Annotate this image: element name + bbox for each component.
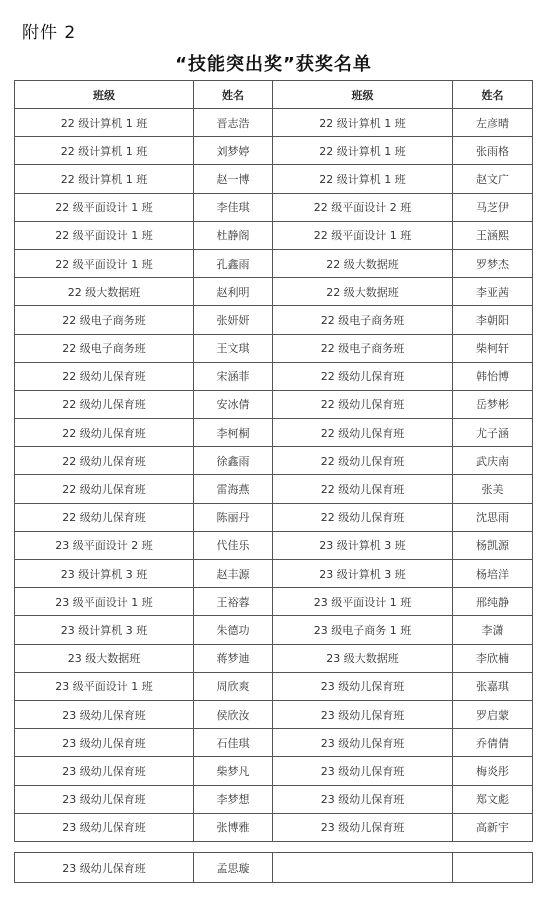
table-row <box>15 700 533 728</box>
class-cell: 22 级电子商务班 <box>15 334 194 362</box>
class-cell: 22 级电子商务班 <box>273 306 453 334</box>
class-cell: 22 级幼儿保育班 <box>15 475 194 503</box>
class-cell: 23 级幼儿保育班 <box>273 672 453 700</box>
class-cell: 23 级幼儿保育班 <box>273 757 453 785</box>
class-cell: 22 级平面设计 1 班 <box>15 249 194 277</box>
class-cell: 23 级幼儿保育班 <box>15 853 194 883</box>
class-cell: 23 级幼儿保育班 <box>15 700 194 728</box>
table-row <box>15 278 533 306</box>
name-cell: 罗梦杰 <box>453 249 533 277</box>
name-cell: 柴梦凡 <box>194 757 273 785</box>
name-cell: 孟思璇 <box>194 853 273 883</box>
class-cell: 22 级幼儿保育班 <box>273 447 453 475</box>
name-cell: 赵文广 <box>453 165 533 193</box>
class-cell: 22 级幼儿保育班 <box>15 447 194 475</box>
name-cell: 张博雅 <box>194 813 273 841</box>
class-cell: 22 级幼儿保育班 <box>15 362 194 390</box>
name-cell: 石佳琪 <box>194 729 273 757</box>
class-cell: 22 级计算机 1 班 <box>15 165 194 193</box>
class-cell: 23 级计算机 3 班 <box>273 531 453 559</box>
class-cell: 23 级幼儿保育班 <box>15 757 194 785</box>
name-cell: 沈思雨 <box>453 503 533 531</box>
name-cell: 武庆南 <box>453 447 533 475</box>
table-row <box>15 813 533 841</box>
class-cell: 22 级计算机 1 班 <box>15 137 194 165</box>
name-cell: 李潇 <box>453 616 533 644</box>
award-roster-extra-table <box>14 852 533 883</box>
name-cell: 邢纯静 <box>453 588 533 616</box>
name-cell: 朱德功 <box>194 616 273 644</box>
class-cell: 23 级幼儿保育班 <box>273 785 453 813</box>
header-name-left: 姓名 <box>194 81 273 109</box>
class-cell: 23 级计算机 3 班 <box>15 560 194 588</box>
name-cell: 雷海燕 <box>194 475 273 503</box>
name-cell: 王涵熙 <box>453 221 533 249</box>
class-cell: 22 级平面设计 1 班 <box>15 193 194 221</box>
class-cell: 22 级幼儿保育班 <box>15 503 194 531</box>
name-cell: 蒋梦迪 <box>194 644 273 672</box>
document-title: “技能突出奖”获奖名单 <box>175 54 372 75</box>
name-cell: 李柯桐 <box>194 419 273 447</box>
table-header-row <box>15 81 533 109</box>
name-cell: 高新宇 <box>453 813 533 841</box>
class-cell: 23 级幼儿保育班 <box>15 813 194 841</box>
attachment-label: 附件 2 <box>22 23 77 43</box>
header-name-right: 姓名 <box>453 81 533 109</box>
table-row <box>15 165 533 193</box>
roster-body <box>15 109 533 842</box>
class-cell: 23 级幼儿保育班 <box>273 729 453 757</box>
class-cell: 22 级平面设计 1 班 <box>273 221 453 249</box>
name-cell: 晋志浩 <box>194 109 273 137</box>
name-cell: 杨凯源 <box>453 531 533 559</box>
name-cell: 张美 <box>453 475 533 503</box>
class-cell: 22 级幼儿保育班 <box>273 419 453 447</box>
class-cell: 22 级计算机 1 班 <box>15 109 194 137</box>
class-cell: 22 级幼儿保育班 <box>273 503 453 531</box>
table-row <box>15 419 533 447</box>
class-cell: 22 级大数据班 <box>273 249 453 277</box>
table-row <box>15 729 533 757</box>
class-cell: 23 级大数据班 <box>273 644 453 672</box>
class-cell: 23 级幼儿保育班 <box>15 729 194 757</box>
name-cell: 徐鑫雨 <box>194 447 273 475</box>
table-row <box>15 785 533 813</box>
award-roster-table <box>14 80 533 842</box>
name-cell: 张嘉琪 <box>453 672 533 700</box>
class-cell: 22 级计算机 1 班 <box>273 137 453 165</box>
class-cell: 22 级幼儿保育班 <box>273 390 453 418</box>
table-row <box>15 616 533 644</box>
name-cell: 李欣楠 <box>453 644 533 672</box>
name-cell: 赵一博 <box>194 165 273 193</box>
table-row <box>15 588 533 616</box>
class-cell: 23 级幼儿保育班 <box>273 813 453 841</box>
table-row <box>15 475 533 503</box>
table-row <box>15 757 533 785</box>
class-cell: 23 级电子商务 1 班 <box>273 616 453 644</box>
name-cell: 安冰倩 <box>194 390 273 418</box>
table-row <box>15 193 533 221</box>
name-cell: 王文琪 <box>194 334 273 362</box>
table-row <box>15 531 533 559</box>
class-cell: 23 级幼儿保育班 <box>15 785 194 813</box>
class-cell: 23 级幼儿保育班 <box>273 700 453 728</box>
class-cell: 23 级计算机 3 班 <box>15 616 194 644</box>
name-cell: 杜静阁 <box>194 221 273 249</box>
table-row <box>15 672 533 700</box>
name-cell: 张雨格 <box>453 137 533 165</box>
class-cell: 22 级幼儿保育班 <box>273 475 453 503</box>
table-row <box>15 853 533 883</box>
table-row <box>15 221 533 249</box>
table-row <box>15 334 533 362</box>
header-class-right: 班级 <box>273 81 453 109</box>
class-cell: 22 级计算机 1 班 <box>273 165 453 193</box>
table-row <box>15 362 533 390</box>
name-cell: 李佳琪 <box>194 193 273 221</box>
class-cell: 23 级平面设计 1 班 <box>273 588 453 616</box>
table-row <box>15 249 533 277</box>
name-cell: 尤子涵 <box>453 419 533 447</box>
class-cell: 22 级电子商务班 <box>273 334 453 362</box>
name-cell: 岳梦彬 <box>453 390 533 418</box>
name-cell: 赵丰源 <box>194 560 273 588</box>
class-cell: 22 级幼儿保育班 <box>15 390 194 418</box>
name-cell <box>453 853 533 883</box>
class-cell: 23 级平面设计 1 班 <box>15 588 194 616</box>
class-cell: 22 级平面设计 2 班 <box>273 193 453 221</box>
name-cell: 代佳乐 <box>194 531 273 559</box>
class-cell: 23 级平面设计 1 班 <box>15 672 194 700</box>
table-row <box>15 137 533 165</box>
class-cell: 22 级平面设计 1 班 <box>15 221 194 249</box>
class-cell: 22 级幼儿保育班 <box>15 419 194 447</box>
table-row <box>15 109 533 137</box>
header-class-left: 班级 <box>15 81 194 109</box>
name-cell: 宋涵菲 <box>194 362 273 390</box>
table-row <box>15 390 533 418</box>
name-cell: 侯欣汝 <box>194 700 273 728</box>
name-cell: 柴柯轩 <box>453 334 533 362</box>
class-cell: 23 级计算机 3 班 <box>273 560 453 588</box>
class-cell: 22 级幼儿保育班 <box>273 362 453 390</box>
class-cell: 22 级大数据班 <box>273 278 453 306</box>
name-cell: 罗启蒙 <box>453 700 533 728</box>
name-cell: 李朝阳 <box>453 306 533 334</box>
name-cell: 郑文彪 <box>453 785 533 813</box>
name-cell: 杨培洋 <box>453 560 533 588</box>
name-cell: 刘梦婷 <box>194 137 273 165</box>
name-cell: 李梦想 <box>194 785 273 813</box>
table-row <box>15 644 533 672</box>
table-row <box>15 560 533 588</box>
name-cell: 陈丽丹 <box>194 503 273 531</box>
class-cell: 22 级电子商务班 <box>15 306 194 334</box>
name-cell: 左彦晴 <box>453 109 533 137</box>
class-cell <box>273 853 453 883</box>
name-cell: 张妍妍 <box>194 306 273 334</box>
name-cell: 周欣爽 <box>194 672 273 700</box>
class-cell: 22 级大数据班 <box>15 278 194 306</box>
class-cell: 23 级大数据班 <box>15 644 194 672</box>
class-cell: 23 级平面设计 2 班 <box>15 531 194 559</box>
table-row <box>15 306 533 334</box>
table-row <box>15 447 533 475</box>
name-cell: 韩怡博 <box>453 362 533 390</box>
table-row <box>15 503 533 531</box>
name-cell: 赵利明 <box>194 278 273 306</box>
name-cell: 梅炎彤 <box>453 757 533 785</box>
name-cell: 孔鑫雨 <box>194 249 273 277</box>
name-cell: 王裕蓉 <box>194 588 273 616</box>
name-cell: 乔倩倩 <box>453 729 533 757</box>
class-cell: 22 级计算机 1 班 <box>273 109 453 137</box>
name-cell: 李亚茜 <box>453 278 533 306</box>
name-cell: 马芝伊 <box>453 193 533 221</box>
